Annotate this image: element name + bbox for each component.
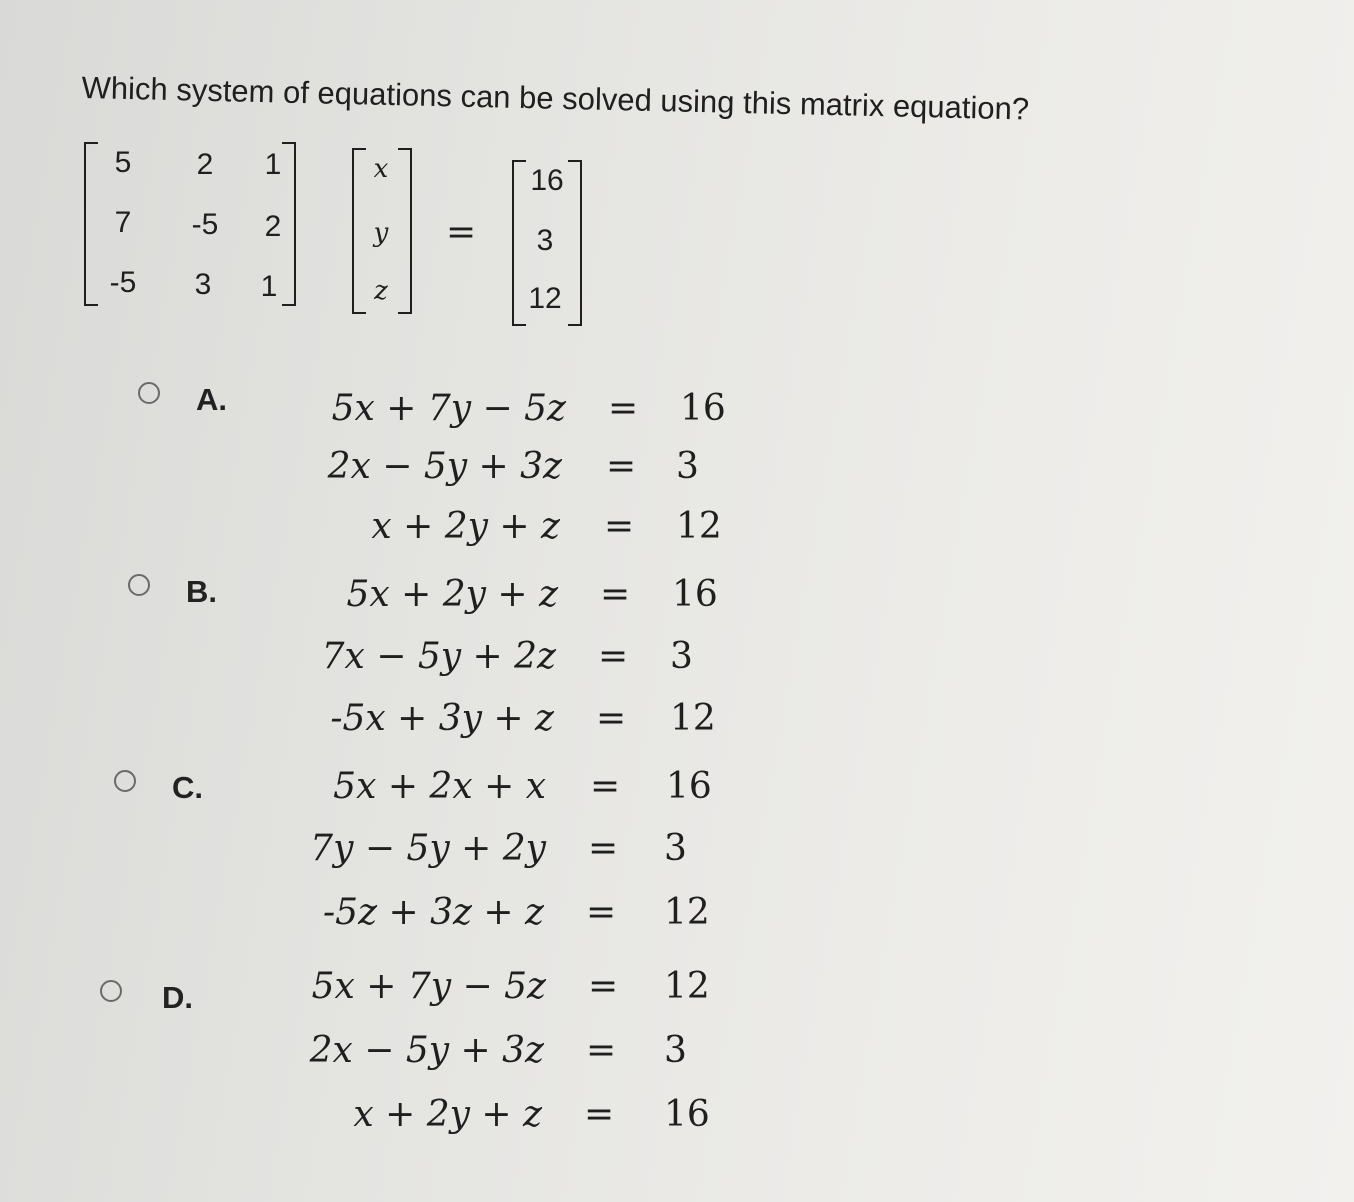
equation-lhs: 5x + 7y − 5z xyxy=(331,388,566,429)
equation-rhs: 3 xyxy=(676,446,699,487)
option-b[interactable] xyxy=(0,560,900,750)
equation-rhs: 3 xyxy=(664,828,687,869)
matrix-a-cell: -5 xyxy=(109,266,137,299)
equals-sign: = xyxy=(604,506,635,547)
vector-x-cell: x xyxy=(373,154,389,184)
option-d[interactable] xyxy=(0,952,900,1142)
question-text: Which system of equations can be solved using this matrix equation? xyxy=(81,70,1030,127)
option-letter: D. xyxy=(162,980,193,1015)
equals-sign: = xyxy=(590,766,621,807)
equation-lhs: 2x − 5y + 3z xyxy=(327,446,562,487)
equation-lhs: 5x + 2y + z xyxy=(346,574,558,615)
equals-sign: = xyxy=(584,1094,615,1135)
matrix-a-cell: 2 xyxy=(196,148,214,181)
equation-lhs: 7x − 5y + 2z xyxy=(321,636,556,677)
vector-x-cell: z xyxy=(374,276,388,306)
equals-sign: = xyxy=(586,892,617,933)
matrix-a-left-bracket xyxy=(84,142,98,306)
matrix-a-cell: 7 xyxy=(114,206,132,239)
equation-lhs: -5z + 3z + z xyxy=(323,892,544,933)
equation-lhs: 5x + 2x + x xyxy=(333,766,546,807)
equation-rhs: 3 xyxy=(670,636,693,677)
vector-b-cell: 12 xyxy=(528,282,562,315)
matrix-a-cell: 2 xyxy=(264,210,282,243)
equation-rhs: 12 xyxy=(664,966,710,1007)
equals-sign: = xyxy=(588,966,619,1007)
equals-sign: = xyxy=(586,1030,617,1071)
option-a[interactable] xyxy=(0,370,900,560)
matrix-a-cell: 1 xyxy=(260,270,278,303)
equation-rhs: 16 xyxy=(666,766,712,807)
equals-sign: = xyxy=(608,388,639,429)
matrix-a-cell: 3 xyxy=(194,268,212,301)
option-letter: B. xyxy=(186,574,217,609)
equals-sign: = xyxy=(600,574,631,615)
equation-rhs: 3 xyxy=(664,1030,687,1071)
option-letter: C. xyxy=(172,770,203,805)
matrix-a-cell: -5 xyxy=(191,208,219,241)
equation-rhs: 16 xyxy=(664,1094,710,1135)
equals-sign: = xyxy=(588,828,619,869)
matrix-equation xyxy=(84,140,604,330)
equation-lhs: 2x − 5y + 3z xyxy=(309,1030,544,1071)
option-c[interactable] xyxy=(0,752,900,942)
equation-rhs: 12 xyxy=(676,506,722,547)
matrix-a-cell: 1 xyxy=(264,148,282,181)
equation-lhs: -5x + 3y + z xyxy=(330,698,554,739)
vector-x-cell: y xyxy=(373,218,389,248)
option-letter: A. xyxy=(196,382,227,417)
equals-sign: = xyxy=(606,446,637,487)
equation-lhs: 7y − 5y + 2y xyxy=(310,828,546,869)
vector-b-cell: 16 xyxy=(530,164,564,197)
equation-lhs: 5x + 7y − 5z xyxy=(311,966,546,1007)
equation-rhs: 12 xyxy=(670,698,716,739)
equation-rhs: 16 xyxy=(680,388,726,429)
vector-b-cell: 3 xyxy=(536,224,554,257)
equation-rhs: 16 xyxy=(672,574,718,615)
matrix-a-cell: 5 xyxy=(114,146,132,179)
equals-sign: = xyxy=(598,636,629,677)
equation-lhs: x + 2y + z xyxy=(371,506,560,547)
equation-lhs: x + 2y + z xyxy=(353,1094,542,1135)
matrix-equals-sign: = xyxy=(446,212,477,253)
equation-rhs: 12 xyxy=(664,892,710,933)
equals-sign: = xyxy=(596,698,627,739)
